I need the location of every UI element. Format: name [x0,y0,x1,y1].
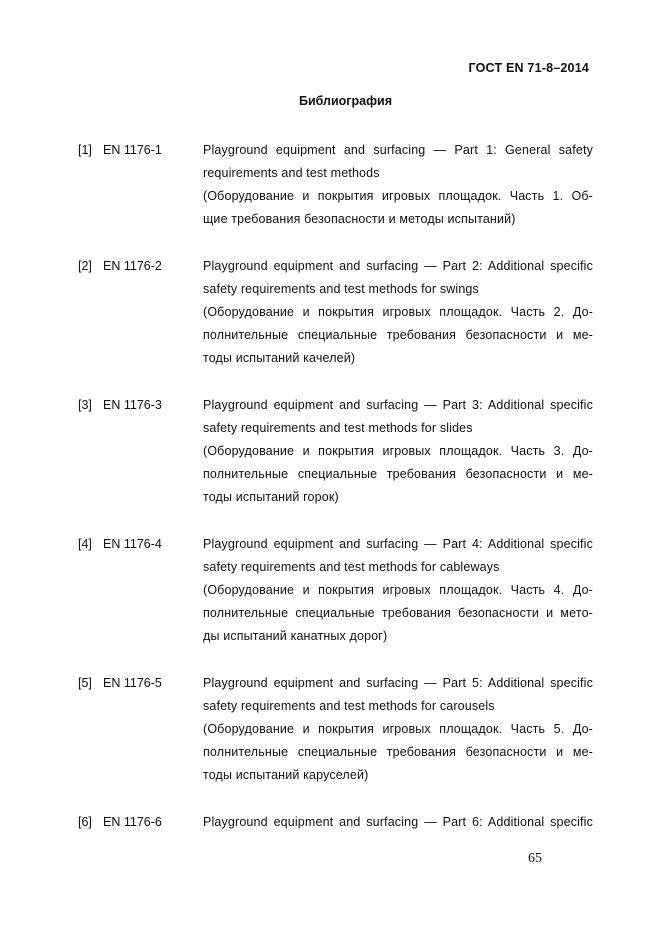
entry-line-en: Playground equipment and surfacing — Part 3: Additional specific [203,398,593,412]
entry-text [203,811,593,834]
entry-number: [6] [78,815,92,829]
entry-code: EN 1176-3 [103,398,162,412]
entry-code: EN 1176-4 [103,537,162,551]
entry-line-en: safety requirements and test methods for swings [203,282,479,296]
entry-line-ru: тоды испытаний качелей) [203,351,356,365]
entry-code: EN 1176-2 [103,259,162,273]
entry-line-en: requirements and test methods [203,166,380,180]
bibliography-entry [0,255,661,370]
entry-line-ru: полнительные специальные требования безопасности и ме- [203,745,593,759]
entry-number: [4] [78,537,92,551]
entry-line-ru: полнительные специальные требования безопасности и мето- [203,606,593,620]
bibliography-entry [0,394,661,509]
entry-line-en: Playground equipment and surfacing — Part 4: Additional specific [203,537,593,551]
entry-number: [2] [78,259,92,273]
entry-line-en: Playground equipment and surfacing — Part 2: Additional specific [203,259,593,273]
entry-line-ru: (Оборудование и покрытия игровых площадок. Часть 1. Об- [203,189,593,203]
entry-text [203,533,593,648]
entry-text [203,394,593,509]
entry-code: EN 1176-5 [103,676,162,690]
entry-line-en: safety requirements and test methods for cableways [203,560,500,574]
entry-line-ru: ды испытаний канатных дорог) [203,629,388,643]
entry-text [203,139,593,231]
entry-code: EN 1176-1 [103,143,162,157]
entry-number: [3] [78,398,92,412]
entry-line-en: safety requirements and test methods for carousels [203,699,495,713]
bibliography-list [0,139,661,858]
entry-line-ru: полнительные специальные требования безопасности и ме- [203,328,593,342]
bibliography-entry [0,139,661,231]
entry-line-ru: полнительные специальные требования безопасности и ме- [203,467,593,481]
entry-line-en: safety requirements and test methods for slides [203,421,473,435]
entry-line-ru: (Оборудование и покрытия игровых площадок. Часть 3. До- [203,444,593,458]
standard-designation: ГОСТ EN 71-8–2014 [468,61,589,75]
entry-code: EN 1176-6 [103,815,162,829]
entry-line-ru: тоды испытаний горок) [203,490,339,504]
entry-line-en: Playground equipment and surfacing — Part 5: Additional specific [203,676,593,690]
page-number: 65 [528,851,542,866]
section-title: Библиография [298,94,393,108]
entry-number: [1] [78,143,92,157]
bibliography-entry [0,811,661,834]
bibliography-entry [0,533,661,648]
entry-line-ru: (Оборудование и покрытия игровых площадок. Часть 5. До- [203,722,593,736]
bibliography-entry [0,672,661,787]
entry-line-ru: (Оборудование и покрытия игровых площадок. Часть 4. До- [203,583,593,597]
entry-text [203,255,593,370]
entry-line-ru: тоды испытаний каруселей) [203,768,369,782]
entry-text [203,672,593,787]
entry-line-ru: щие требования безопасности и методы испытаний) [203,212,516,226]
entry-number: [5] [78,676,92,690]
entry-line-ru: (Оборудование и покрытия игровых площадок. Часть 2. До- [203,305,593,319]
entry-line-en: Playground equipment and surfacing — Part 1: General safety [203,143,593,157]
entry-line-en: Playground equipment and surfacing — Part 6: Additional specific [203,815,593,829]
